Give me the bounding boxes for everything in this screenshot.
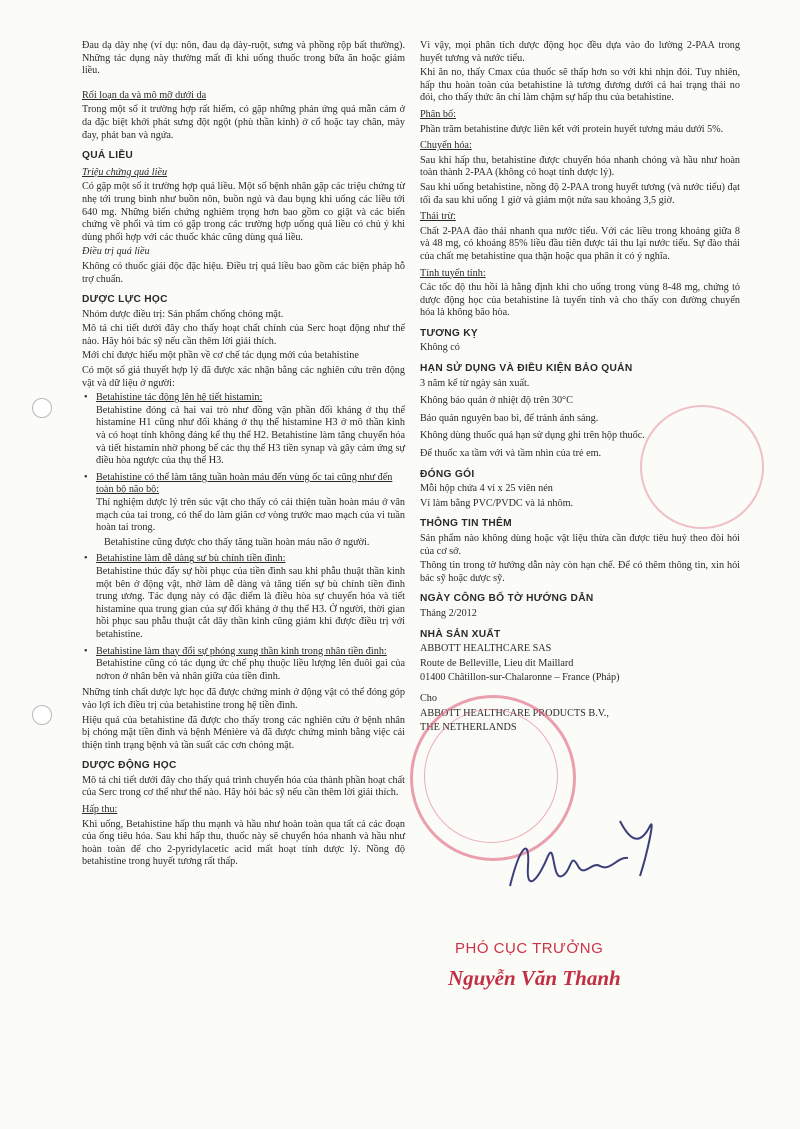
mechanism-text: Betahistine đóng cả hai vai trò như đồng vận phần đối kháng ở thụ thể histamine H1 cũng như đối kháng ở thụ thể histamine H3 ở mô thần kinh và có hoạt tính không đáng kể thụ thể H2. Betahistine làm tăng chuyển hóa và tiết histamin nhờ phong bế các thụ thể H3 tiền synap và gây cảm ứng sự điều hòa ngược của thụ thể H3.	[96, 404, 405, 467]
excretion-text: Chất 2-PAA đào thải nhanh qua nước tiểu. Với các liều trong khoảng giữa 8 và 48 mg, có khoảng 85% liều đầu tiên được tái thu lại nước tiểu. Sự đào thải của chất mẹ betahistine qua thận hoặc qua phân ít có ý nghĩa.	[420, 225, 740, 262]
mechanism-title: • Betahistine làm thay đổi sự phóng xung thần kinh trong nhân tiền đình:	[96, 645, 387, 657]
metabolism-text-2: Sau khi uống betahistine, nồng độ 2-PAA trong huyết tương (và nước tiểu) đạt tối đa sau khi uống 1 giờ và giảm một nửa sau khoảng 3,5 giờ.	[420, 181, 740, 206]
packaging-line: Vỉ làm bằng PVC/PVDC và lá nhôm.	[420, 497, 574, 509]
overdose-treatment-title: Điều trị quá liều	[82, 246, 150, 258]
mechanism-text: Betahistine thúc đẩy sự hồi phục của tiền đình sau khi phẫu thuật thần kinh một bên ở động vật, nhờ làm dễ dàng và tăng tiến sự bù chính tiền đình trung ương. Tác dụng này có đặc điểm là điều hòa sự chuyển hóa và tiết histamine qua trung gian của sự đối kháng ở thụ thể H3. Ở người, thời gian hồi phục sau phẫu thuật cắt dây thần kinh cũng giảm khi được điều trị với betahistine.	[96, 565, 405, 640]
manufacturer-address: Route de Belleville, Lieu dit Maillard	[420, 657, 574, 669]
storage-line: Để thuốc xa tầm với và tầm nhìn của trẻ em.	[420, 448, 602, 460]
punch-hole-top	[32, 398, 52, 418]
pharmacodynamics-heading: DƯỢC LỰC HỌC	[82, 294, 168, 306]
storage-line: 3 năm kể từ ngày sản xuất.	[420, 377, 530, 389]
incompatibility-heading: TƯƠNG KỴ	[420, 327, 479, 339]
pharmacokinetics-heading: DƯỢC ĐỘNG HỌC	[82, 760, 177, 772]
mechanism-text: Betahistine cũng được cho thấy tăng tuần hoàn máu não ở người.	[104, 536, 370, 548]
list-item	[96, 646, 405, 684]
signature	[500, 806, 670, 916]
manufacturer-city: 01400 Châtillon-sur-Chalaronne – France (Pháp)	[420, 672, 620, 684]
storage-heading: HẠN SỬ DỤNG VÀ ĐIỀU KIỆN BẢO QUẢN	[420, 363, 633, 375]
pd-paragraph-1: Nhóm dược điều trị: Sản phẩm chống chóng mặt.	[82, 308, 284, 320]
mechanism-title: • Betahistine có thể làm tăng tuần hoàn máu đến vùng ốc tai cũng như đến toàn bộ não bộ:	[96, 471, 393, 496]
list-item	[96, 553, 405, 641]
stamp-signatory-name: Nguyễn Văn Thanh	[448, 966, 621, 990]
pd-paragraph-5: Những tính chất dược lực học đã được chứng minh ở động vật có thể đóng góp vào lợi ích điều trị của betahistine trong hệ tiền đình.	[82, 687, 405, 711]
left-column	[82, 40, 405, 871]
for-country: THE NETHERLANDS	[420, 722, 517, 734]
list-item	[96, 472, 405, 550]
overdose-symptoms-title: Triệu chứng quá liều	[82, 166, 168, 178]
pk-paragraph-3: Khi ăn no, thấy Cmax của thuốc sẽ thấp hơn so với khi nhịn đói. Tuy nhiên, hấp thu hoàn toàn của betahistine là tương đương dưới cả hai trạng thái no đói, cho thấy thức ăn chỉ làm chậm sự hấp thu của betahistine.	[420, 67, 740, 104]
metabolism-title: Chuyển hóa:	[420, 140, 472, 152]
mechanism-text: Thí nghiệm dược lý trên súc vật cho thấy có cải thiện tuần hoàn máu ở vân mạch của tai trong, có thể do làm giãn cơ vòng trước mao mạch của vi tuần hoàn tai trong.	[96, 497, 405, 534]
overdose-symptoms-text: Có gặp một số ít trường hợp quá liều. Một số bệnh nhân gặp các triệu chứng từ nhẹ tới trung bình như buồn nôn, buồn ngủ và đau bụng khi uống các liều tới 640 mg. Những biến chứng nghiêm trọng hơn bao gồm co giật và các biến chứng về phổi và tim có gặp trong các trường hợp uống quá liều có chủ ý khi dùng phối hợp với các thuốc khác cũng dùng quá liều.	[82, 181, 405, 243]
for-label: Cho	[420, 692, 437, 704]
packaging-heading: ĐÓNG GÓI	[420, 468, 475, 480]
storage-line: Bảo quản nguyên bao bì, để tránh ánh sáng.	[420, 412, 599, 424]
linearity-text: Các tốc độ thu hồi là hằng định khi cho uống trong vùng 8-48 mg, chứng tỏ dược động học của betahistine là tuyến tính và cho thấy con đường chuyển hóa là không bão hòa.	[420, 282, 740, 319]
incompatibility-text: Không có	[420, 342, 460, 354]
pd-paragraph-4: Có một số giả thuyết hợp lý đã được xác nhận bằng các nghiên cứu trên động vật và dữ liệu ở người:	[82, 365, 405, 389]
linearity-title: Tính tuyến tính:	[420, 267, 486, 279]
skin-disorder-title: Rối loạn da và mô mỡ dưới da	[82, 89, 207, 101]
registration-seal	[640, 405, 764, 529]
side-effect-text: Đau dạ dày nhẹ (ví dụ: nôn, đau dạ dày-ruột, sưng và phồng rộp bất thường). Những tác dụng này thường mất đi khi uống thuốc trong bữa ăn hoặc giảm liều.	[82, 40, 405, 77]
storage-line: Không bảo quản ở nhiệt độ trên 30°C	[420, 395, 573, 407]
excretion-title: Thải trừ:	[420, 211, 456, 223]
more-info-heading: THÔNG TIN THÊM	[420, 518, 512, 530]
pk-paragraph-2: Vì vậy, mọi phân tích dược động học đều dựa vào đo lường 2-PAA trong huyết tương và nước tiểu.	[420, 40, 740, 64]
storage-line: Không dùng thuốc quá hạn sử dụng ghi trên hộp thuốc.	[420, 430, 645, 442]
punch-hole-bottom	[32, 705, 52, 725]
list-item	[96, 392, 405, 468]
overdose-heading: QUÁ LIỀU	[82, 150, 134, 162]
overdose-treatment-text: Không có thuốc giải độc đặc hiệu. Điều trị quá liều bao gồm các biện pháp hỗ trợ chuẩn.	[82, 260, 405, 285]
pk-paragraph-1: Mô tả chi tiết dưới đây cho thấy quá trình chuyển hóa của thành phần hoạt chất của Serc trong cơ thể như thế nào. Hãy hỏi bác sỹ nếu cần thêm lời giải thích.	[82, 774, 405, 799]
manufacturer-heading: NHÀ SẢN XUẤT	[420, 628, 501, 640]
mechanism-title: • Betahistine tác động lên hệ tiết histamin:	[96, 392, 263, 404]
pd-paragraph-6: Hiệu quả của betahistine đã được cho thấy trong các nghiên cứu ở bệnh nhân bị chóng mặt tiền đình và bệnh Ménière và đã được chứng minh bằng việc cải thiện tình trạng bệnh và tần suất các cơn chóng mặt.	[82, 714, 405, 751]
publication-date-heading: NGÀY CÔNG BỐ TỜ HƯỚNG DẪN	[420, 593, 594, 605]
distribution-text: Phần trăm betahistine được liên kết với protein huyết tương máu dưới 5%.	[420, 123, 724, 135]
distribution-title: Phân bố:	[420, 108, 456, 120]
pd-paragraph-3: Mới chỉ được hiểu một phần về cơ chế tác dụng mới của betahistine	[82, 350, 359, 362]
absorption-text: Khi uống, Betahistine hấp thu mạnh và hầu như hoàn toàn qua tất cả các đoạn của ống tiêu hóa. Sau khi hấp thu, thuốc này sẽ chuyển hóa nhanh và hầu như hoàn toàn để cho 2-pyridylacetic acid mất hoạt tính dược lý. Nồng độ betahistine trong huyết tương rất thấp.	[82, 818, 405, 868]
absorption-title: Hấp thu:	[82, 804, 118, 816]
mechanism-list	[82, 392, 405, 683]
right-column	[420, 40, 740, 737]
publication-date: Tháng 2/2012	[420, 607, 477, 619]
for-company: ABBOTT HEALTHCARE PRODUCTS B.V.,	[420, 707, 609, 719]
metabolism-text: Sau khi hấp thu, betahistine được chuyển hóa nhanh chóng và hầu như hoàn toàn thành 2-PAA (không có hoạt tính dược lý).	[420, 154, 740, 179]
more-info-text: Thông tin trong tờ hướng dẫn này còn hạn chế. Để có thêm thông tin, xin hỏi bác sỹ hoặc dược sỹ.	[420, 560, 740, 584]
packaging-line: Mỗi hộp chứa 4 vỉ x 25 viên nén	[420, 483, 553, 495]
mechanism-title: • Betahistine làm dễ dàng sự bù chính tiền đình:	[96, 553, 286, 565]
manufacturer-name: ABBOTT HEALTHCARE SAS	[420, 643, 552, 655]
more-info-text: Sản phẩm nào không dùng hoặc vật liệu thừa cần được tiêu huỷ theo đòi hỏi của cơ sở.	[420, 533, 740, 557]
mechanism-text: Betahistine cũng có tác dụng ức chế phụ thuộc liều lượng lên đuôi gai của nơron ở nhân bên và nhân giữa của tiền đình.	[96, 658, 405, 682]
pd-paragraph-2: Mô tả chi tiết dưới đây cho thấy hoạt chất chính của Serc hoạt động như thế nào. Hãy hỏi bác sỹ nếu cần thêm lời giải thích.	[82, 323, 405, 347]
stamp-title: PHÓ CỤC TRƯỞNG	[455, 940, 604, 957]
skin-disorder-text: Trong một số ít trường hợp rất hiếm, có gặp những phản ứng quá mẫn cảm ở da đặc biệt khởi phát sưng đột ngột (phù thần kinh) ở cổ hoặc tay chân, mày đay, phát ban và ngứa.	[82, 104, 405, 141]
